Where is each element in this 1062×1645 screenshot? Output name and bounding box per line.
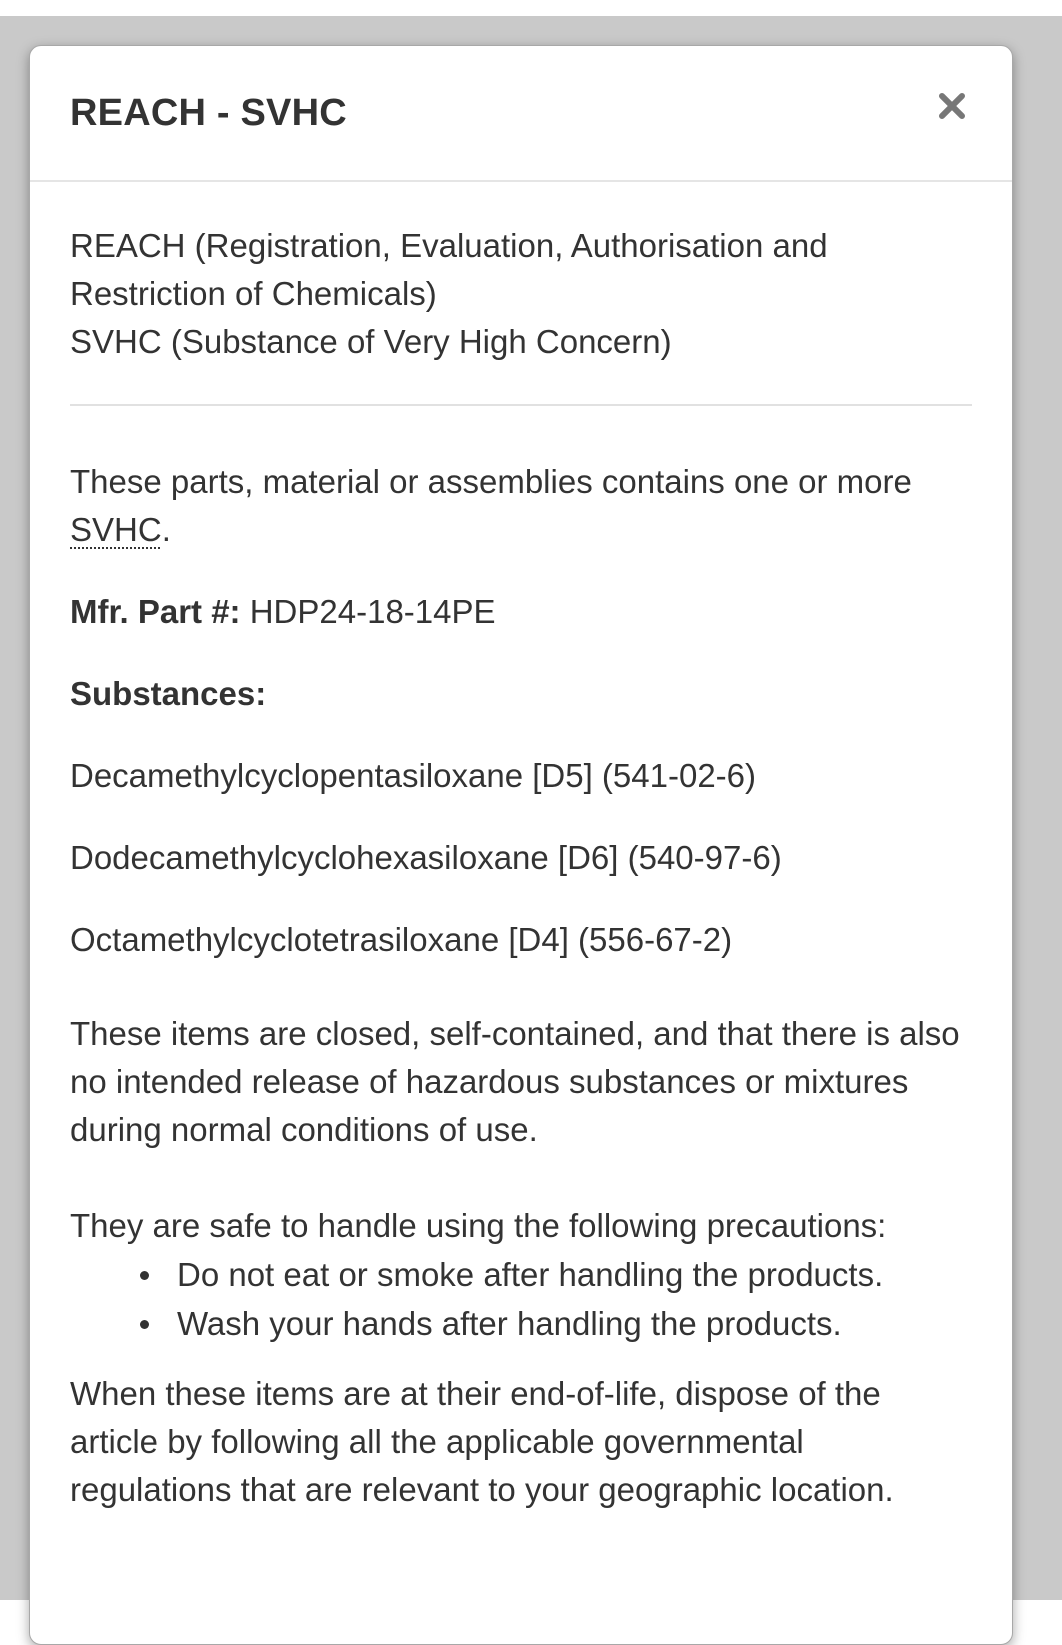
precaution-item: Do not eat or smoke after handling the products. (177, 1250, 972, 1299)
closed-items-statement: These items are closed, self-contained, and that there is also no intended release of hazardous substances or mixtures during normal conditions of use. (70, 1015, 960, 1148)
reach-svhc-modal (29, 45, 1013, 1645)
modal-body (30, 182, 1012, 1514)
svhc-statement-period: . (161, 511, 171, 548)
reach-definition (70, 222, 972, 366)
svhc-abbreviation[interactable]: SVHC (70, 511, 162, 548)
mfr-part-value: HDP24-18-14PE (249, 593, 496, 630)
close-button[interactable] (932, 86, 972, 126)
close-icon[interactable] (932, 86, 972, 126)
svhc-statement (70, 458, 972, 554)
modal-title: REACH - SVHC (70, 92, 347, 134)
substance-item: Dodecamethylcyclohexasiloxane [D6] (540-97-6) (70, 839, 782, 876)
substances-heading: Substances: (70, 675, 267, 712)
svhc-definition: SVHC (Substance of Very High Concern) (70, 323, 672, 360)
precautions-intro: They are safe to handle using the following precautions: (70, 1207, 887, 1244)
svhc-statement-text: These parts, material or assemblies contains one or more (70, 463, 912, 500)
precaution-item: Wash your hands after handling the products. (177, 1299, 972, 1348)
mfr-part-label: Mfr. Part #: (70, 593, 241, 630)
precautions-list (70, 1250, 972, 1348)
modal-header (30, 46, 1012, 182)
substance-item: Decamethylcyclopentasiloxane [D5] (541-02-6) (70, 757, 757, 794)
substance-item: Octamethylcyclotetrasiloxane [D4] (556-67-2) (70, 921, 733, 958)
section-divider (70, 404, 972, 406)
mfr-part-number (70, 588, 972, 636)
disposal-statement: When these items are at their end-of-life, dispose of the article by following all the applicable governmental regulations that are relevant to your geographic location. (70, 1375, 894, 1508)
reach-definition-line-2: Restriction of Chemicals) (70, 275, 437, 312)
reach-definition-line-1: REACH (Registration, Evaluation, Authorisation and (70, 227, 828, 264)
